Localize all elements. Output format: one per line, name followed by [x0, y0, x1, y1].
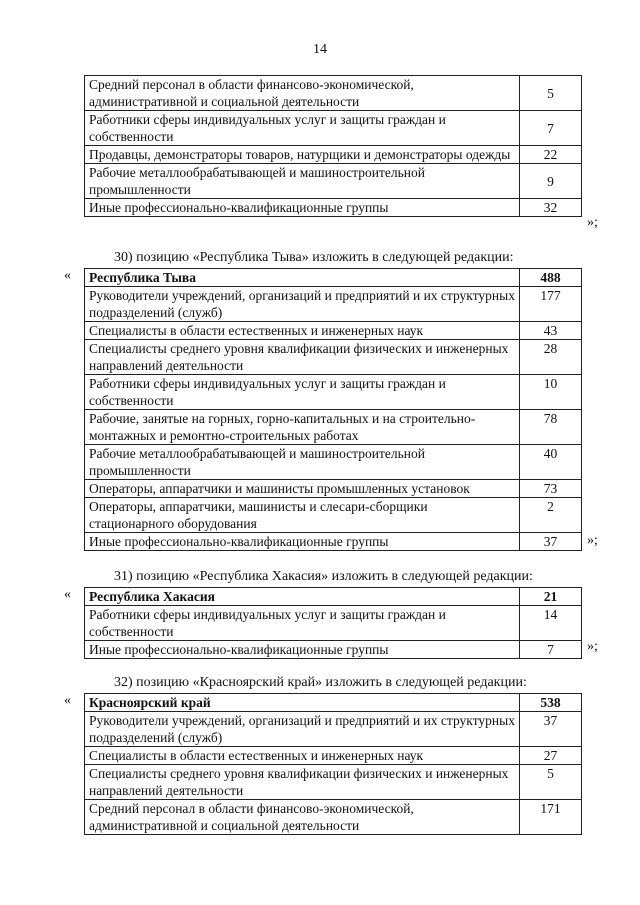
page-number: 14 — [313, 42, 327, 57]
table-row — [85, 287, 582, 322]
row-value: 37 — [520, 712, 582, 747]
row-value: 2 — [520, 498, 582, 533]
row-name: Иные профессионально-квалификационные группы — [85, 641, 520, 659]
row-name: Средний персонал в области финансово-экономической, административной и социальной деятельности — [85, 76, 520, 111]
row-value: 43 — [520, 322, 582, 340]
row-name: Руководители учреждений, организаций и предприятий и их структурных подразделений (служб) — [85, 712, 520, 747]
row-name: Работники сферы индивидуальных услуг и защиты граждан и собственности — [85, 606, 520, 641]
region-total: 21 — [520, 588, 582, 606]
row-value: 9 — [520, 164, 582, 199]
section-heading: 30) позицию «Республика Тыва» изложить в следующей редакции: — [114, 250, 514, 265]
table-row — [85, 111, 582, 146]
row-value: 28 — [520, 340, 582, 375]
row-value: 5 — [520, 765, 582, 800]
table-row — [85, 480, 582, 498]
row-name: Специалисты в области естественных и инженерных наук — [85, 322, 520, 340]
row-name: Работники сферы индивидуальных услуг и защиты граждан и собственности — [85, 375, 520, 410]
row-name: Рабочие, занятые на горных, горно-капитальных и на строительно-монтажных и ремонтно-строительных работах — [85, 410, 520, 445]
closing-quote: »; — [587, 533, 598, 548]
table-krasnoyarsk — [84, 693, 582, 835]
table-row — [85, 712, 582, 747]
row-value: 78 — [520, 410, 582, 445]
row-name: Специалисты среднего уровня квалификации физических и инженерных направлений деятельности — [85, 340, 520, 375]
row-value: 7 — [520, 641, 582, 659]
table-khakasia — [84, 587, 582, 659]
row-value: 27 — [520, 747, 582, 765]
row-value: 7 — [520, 111, 582, 146]
row-value: 5 — [520, 76, 582, 111]
table-row — [85, 340, 582, 375]
table-header-row — [85, 588, 582, 606]
region-name: Красноярский край — [85, 694, 520, 712]
row-name: Продавцы, демонстраторы товаров, натурщики и демонстраторы одежды — [85, 146, 520, 164]
table-row — [85, 641, 582, 659]
row-value: 171 — [520, 800, 582, 835]
table-row — [85, 146, 582, 164]
row-value: 177 — [520, 287, 582, 322]
region-total: 538 — [520, 694, 582, 712]
row-name: Иные профессионально-квалификационные группы — [85, 533, 520, 551]
closing-quote: »; — [587, 639, 598, 654]
table-row — [85, 76, 582, 111]
opening-quote: « — [64, 268, 71, 283]
row-name: Иные профессионально-квалификационные группы — [85, 199, 520, 217]
table-row — [85, 322, 582, 340]
row-value: 32 — [520, 199, 582, 217]
table-row — [85, 410, 582, 445]
table-row — [85, 800, 582, 835]
row-name: Специалисты в области естественных и инженерных наук — [85, 747, 520, 765]
row-name: Специалисты среднего уровня квалификации физических и инженерных направлений деятельности — [85, 765, 520, 800]
row-name: Рабочие металлообрабатывающей и машиностроительной промышленности — [85, 164, 520, 199]
table-row — [85, 445, 582, 480]
region-name: Республика Тыва — [85, 269, 520, 287]
row-name: Рабочие металлообрабатывающей и машиностроительной промышленности — [85, 445, 520, 480]
row-name: Операторы, аппаратчики и машинисты промышленных установок — [85, 480, 520, 498]
row-name: Руководители учреждений, организаций и предприятий и их структурных подразделений (служб) — [85, 287, 520, 322]
table-row — [85, 747, 582, 765]
row-value: 14 — [520, 606, 582, 641]
table-row — [85, 765, 582, 800]
region-total: 488 — [520, 269, 582, 287]
table-row — [85, 606, 582, 641]
row-value: 22 — [520, 146, 582, 164]
opening-quote: « — [64, 587, 71, 602]
row-value: 73 — [520, 480, 582, 498]
table-row — [85, 199, 582, 217]
table-tyva — [84, 268, 582, 551]
row-name: Работники сферы индивидуальных услуг и защиты граждан и собственности — [85, 111, 520, 146]
row-name: Операторы, аппаратчики, машинисты и слесари-сборщики стационарного оборудования — [85, 498, 520, 533]
table-continuation — [84, 75, 582, 217]
section-heading: 32) позицию «Красноярский край» изложить в следующей редакции: — [114, 675, 527, 690]
closing-quote: »; — [587, 215, 598, 230]
row-name: Средний персонал в области финансово-экономической, административной и социальной деятельности — [85, 800, 520, 835]
table-header-row — [85, 694, 582, 712]
table-row — [85, 164, 582, 199]
row-value: 40 — [520, 445, 582, 480]
region-name: Республика Хакасия — [85, 588, 520, 606]
table-row — [85, 375, 582, 410]
opening-quote: « — [64, 693, 71, 708]
section-heading: 31) позицию «Республика Хакасия» изложить в следующей редакции: — [114, 569, 533, 584]
row-value: 37 — [520, 533, 582, 551]
table-header-row — [85, 269, 582, 287]
table-row — [85, 498, 582, 533]
table-row — [85, 533, 582, 551]
row-value: 10 — [520, 375, 582, 410]
